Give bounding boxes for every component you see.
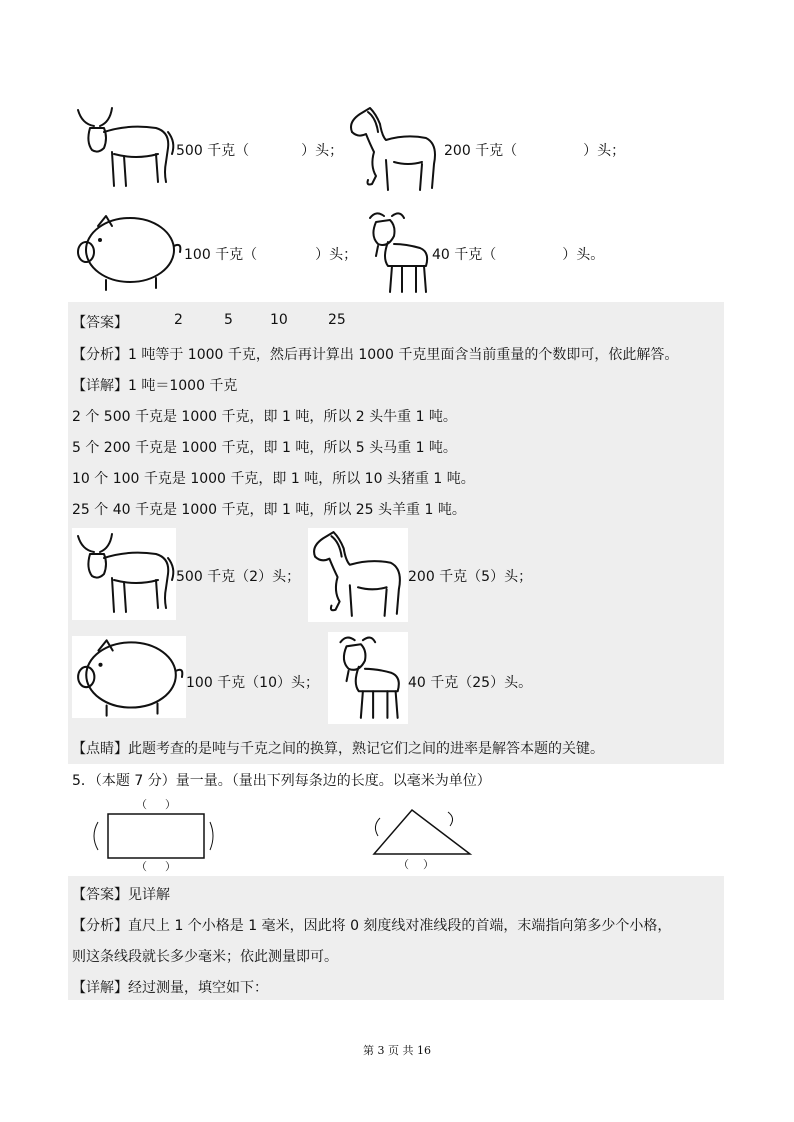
analysis-text: 【分析】1 吨等于 1000 千克，然后再计算出 1000 千克里面含当前重量的个数即可，依此解答。 <box>72 347 679 363</box>
horse-pre: 200 千克（ <box>444 143 518 159</box>
pig-drawing-answer <box>72 636 186 718</box>
answer-line <box>72 312 346 332</box>
answer5-analysis-2: 则这条线段就长多少毫米；依此测量即可。 <box>72 949 338 965</box>
pig-drawing-q <box>72 212 184 292</box>
answer-goat: 25 <box>328 312 346 328</box>
answer5-analysis-1: 【分析】直尺上 1 个小格是 1 毫米，因此将 0 刻度线对准线段的首端，末端指向第多少个小格， <box>72 918 672 934</box>
goat-pre: 40 千克（ <box>432 247 497 263</box>
goat-drawing-q <box>362 208 432 296</box>
answer-label: 【答案】 <box>72 315 128 331</box>
pig-filled: 100 千克（10）头； <box>186 675 319 691</box>
page-footer: 第 3 页 共 16 <box>363 1044 431 1057</box>
horse-drawing-answer <box>308 528 408 622</box>
ox-post: ）头； <box>301 143 344 159</box>
pig-pre: 100 千克（ <box>184 247 258 263</box>
triangle-figure <box>364 806 480 871</box>
tri-right-bracket <box>448 812 453 826</box>
ox-filled: 500 千克（2）头； <box>176 569 301 585</box>
ox-weight-question <box>176 140 343 160</box>
ox-drawing-answer <box>72 528 176 620</box>
ox-pre: 500 千克（ <box>176 143 250 159</box>
horse-post: ）头； <box>583 143 626 159</box>
goat-weight-question <box>432 244 604 264</box>
rect-bottom-paren: （ ） <box>136 860 176 873</box>
step-pig: 10 个 100 千克是 1000 千克，即 1 吨，所以 10 头猪重 1 吨。 <box>72 471 475 487</box>
goat-drawing-answer <box>328 632 408 724</box>
rect-top-paren: （ ） <box>136 798 176 811</box>
answer-pig: 10 <box>270 312 288 328</box>
ox-drawing-q <box>72 102 176 192</box>
answer-horse: 5 <box>224 312 233 328</box>
detail-heading: 【详解】1 吨＝1000 千克 <box>72 378 238 394</box>
horse-filled: 200 千克（5）头； <box>408 569 533 585</box>
horse-weight-question <box>444 140 625 160</box>
step-goat: 25 个 40 千克是 1000 千克，即 1 吨，所以 25 头羊重 1 吨。 <box>72 502 466 518</box>
answer5-text: 【答案】见详解 <box>72 887 170 903</box>
tri-bottom-paren: （ ） <box>398 858 434 871</box>
question5-title: 5．（本题 7 分）量一量。（量出下列每条边的长度。以毫米为单位） <box>72 773 491 789</box>
horse-drawing-q <box>346 104 442 196</box>
rectangle-figure <box>84 796 214 876</box>
tri-left-bracket <box>375 818 380 836</box>
answer-ox: 2 <box>174 312 183 328</box>
goat-post: ）头。 <box>562 247 605 263</box>
goat-filled: 40 千克（25）头。 <box>408 675 533 691</box>
answer5-detail: 【详解】经过测量，填空如下： <box>72 980 268 996</box>
pig-post: ）头； <box>315 247 358 263</box>
step-ox: 2 个 500 千克是 1000 千克，即 1 吨，所以 2 头牛重 1 吨。 <box>72 409 457 425</box>
step-horse: 5 个 200 千克是 1000 千克，即 1 吨，所以 5 头马重 1 吨。 <box>72 440 457 456</box>
comment-text: 【点睛】此题考查的是吨与千克之间的换算，熟记它们之间的进率是解答本题的关键。 <box>72 741 604 757</box>
rect-side-brackets <box>84 796 214 876</box>
pig-weight-question <box>184 244 357 264</box>
